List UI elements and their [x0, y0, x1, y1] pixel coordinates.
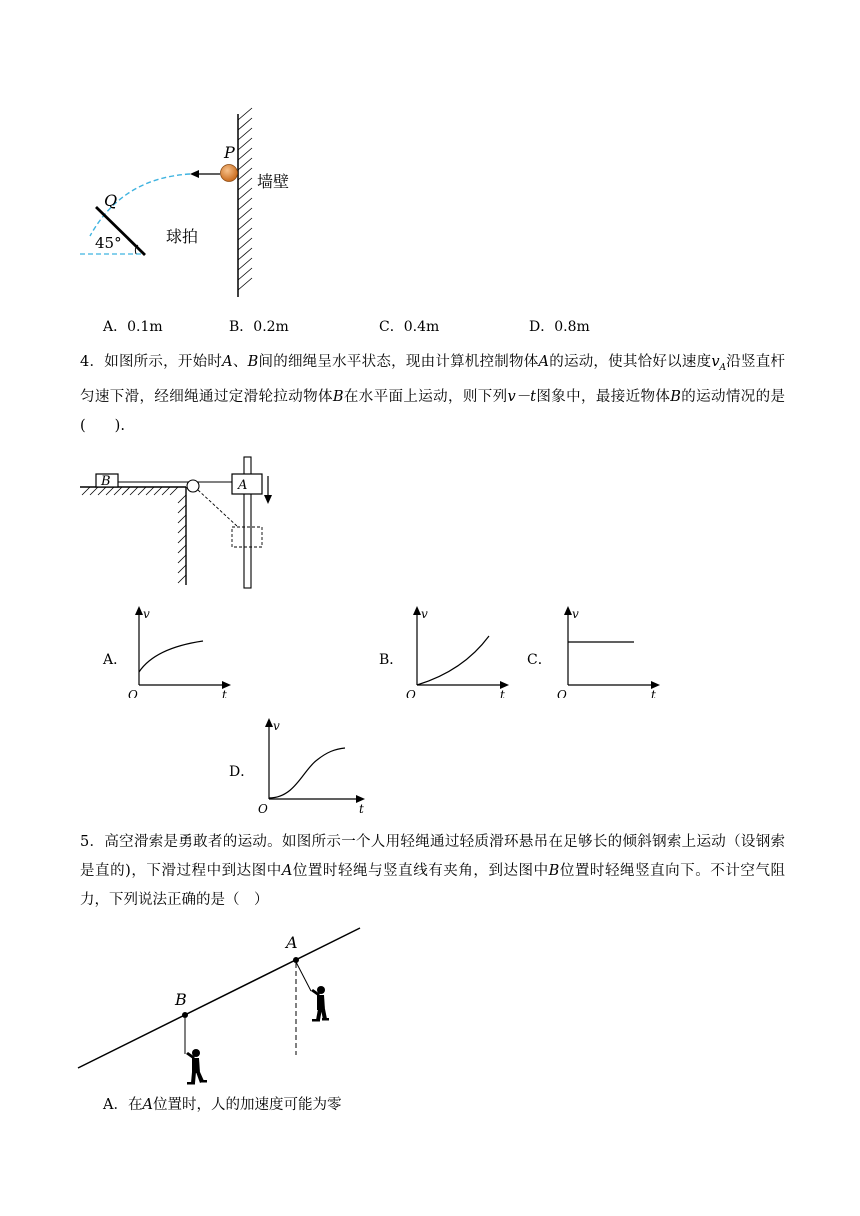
y-axis-arrowhead — [564, 606, 572, 615]
origin-label: O — [128, 688, 138, 698]
x-axis-label: t — [359, 802, 364, 815]
label-p: P — [224, 143, 235, 162]
option-letter: C． — [379, 319, 404, 335]
q3-option-a[interactable] — [103, 316, 163, 336]
y-axis-label: v — [421, 607, 428, 621]
label-block-a: A — [238, 478, 248, 493]
origin-label: O — [557, 688, 567, 698]
label-angle: 45° — [95, 234, 122, 252]
label-a: A — [286, 933, 298, 952]
option-letter: B． — [229, 319, 254, 335]
option-text: 0.2m — [253, 319, 289, 335]
x-axis-label: t — [222, 688, 227, 698]
q4-graph-a[interactable] — [125, 603, 240, 698]
q3-option-d[interactable] — [529, 316, 590, 336]
label-wall: 墙壁 — [257, 172, 290, 191]
graph-curve — [417, 636, 489, 685]
q4-option-c-label[interactable]: C． — [527, 652, 552, 668]
q4-graph-c[interactable] — [554, 603, 669, 698]
question-number: 5． — [80, 834, 105, 850]
velocity-arrowhead — [190, 170, 199, 178]
point-b — [182, 1012, 188, 1018]
label-block-b: B — [101, 474, 111, 489]
option-letter: A． — [103, 1097, 128, 1113]
q4-graph-b[interactable] — [403, 603, 518, 698]
question-4-text: 4．如图所示，开始时A、B间的细绳呈水平状态，现由计算机控制物体A的运动，使其恰好以速度$v_A$沿竖直杆匀速下滑，经细绳通过定滑轮拉动物体B在水平面上运动，则下列v－t图象中，最接近物体B的运动情况的是( ). — [80, 354, 786, 434]
label-racket: 球拍 — [166, 227, 199, 246]
q4-option-d-label[interactable]: D． — [229, 764, 255, 780]
y-axis-label: v — [572, 607, 579, 621]
person-b — [186, 1049, 207, 1085]
label-b: B — [175, 990, 187, 1009]
y-axis-arrowhead — [413, 606, 421, 615]
option-letter: D． — [529, 319, 555, 335]
y-axis-label: v — [143, 607, 150, 621]
wall-racket-figure — [60, 100, 320, 305]
option-text: 0.8m — [554, 319, 590, 335]
rope-a — [296, 962, 311, 991]
y-axis-arrowhead — [265, 718, 273, 727]
label-q: Q — [104, 191, 118, 210]
pulley — [187, 480, 199, 492]
ball — [221, 165, 238, 182]
q5-option-a[interactable]: A．在A位置时，人的加速度可能为零 — [103, 1097, 342, 1113]
y-axis-label: v — [273, 719, 280, 733]
q3-option-c[interactable] — [379, 316, 439, 336]
option-text: 0.1m — [127, 319, 163, 335]
q4-graph-d[interactable] — [255, 715, 375, 815]
q4-option-b-label[interactable]: B． — [379, 652, 404, 668]
rope-dashed — [198, 490, 238, 527]
option-letter: A． — [103, 319, 128, 335]
question-5-text: 5．高空滑索是勇敢者的运动。如图所示一个人用轻绳通过轻质滑环悬吊在足够长的倾斜钢索上运动（设钢索是直的)，下滑过程中到达图中A位置时轻绳与竖直线有夹角，到达图中B位置时轻绳竖直向下。不计空气阻力，下列说法正确的是（ ） — [80, 834, 785, 908]
y-axis-arrowhead — [135, 606, 143, 615]
option-text: 0.4m — [403, 319, 440, 335]
question-number: 4． — [80, 354, 105, 370]
x-axis-label: t — [500, 688, 505, 698]
pulley-figure — [78, 455, 278, 590]
person-a — [311, 986, 329, 1022]
origin-label: O — [406, 688, 416, 698]
x-axis-label: t — [651, 688, 656, 698]
origin-label: O — [258, 802, 268, 815]
q4-option-a-label[interactable]: A． — [103, 652, 128, 668]
ground-hatching — [82, 487, 178, 495]
support-hatching — [178, 495, 186, 583]
wall-hatching — [238, 108, 252, 290]
graph-curve — [269, 748, 345, 798]
graph-curve — [139, 641, 203, 672]
zipline-figure — [72, 920, 372, 1095]
down-arrowhead — [264, 495, 272, 504]
q3-option-b[interactable] — [229, 316, 289, 336]
